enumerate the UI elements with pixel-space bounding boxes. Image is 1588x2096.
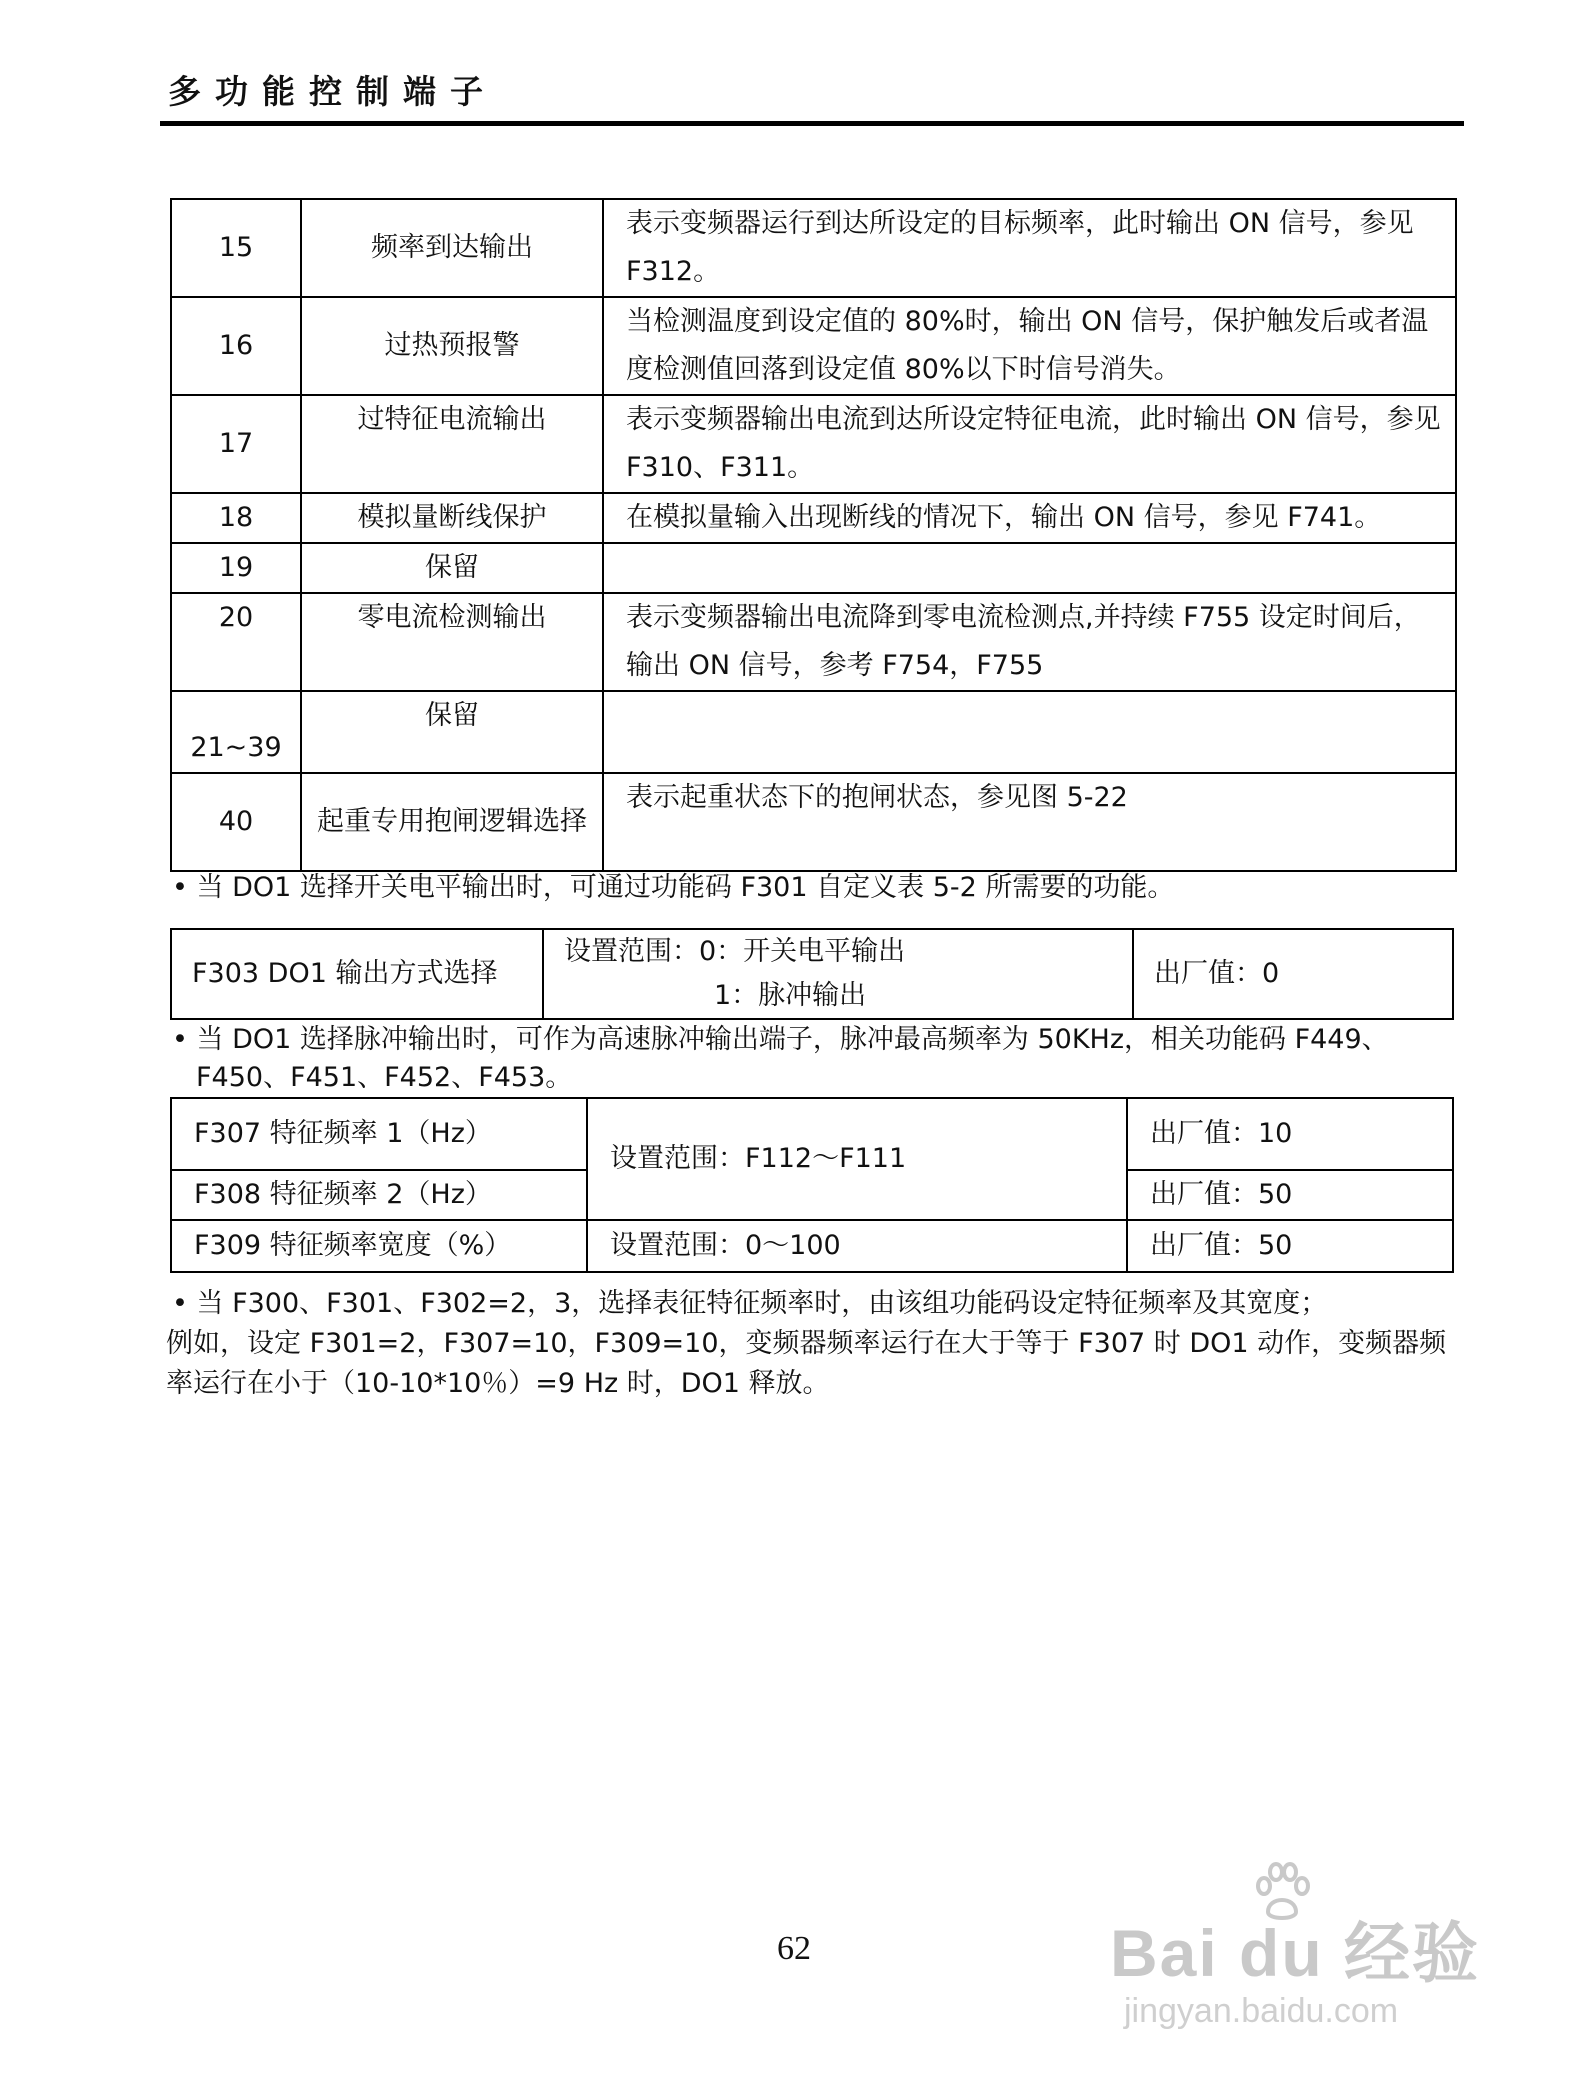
row-name: 频率到达输出 [301,199,603,297]
f303-range-line2: 1：脉冲输出 [714,980,867,1011]
f307-param-table [170,1097,1454,1273]
note-feature-freq-line2: 例如，设定 F301=2，F307=10，F309=10，变频器频率运行在大于等于 F307 时 DO1 动作，变频器频 [166,1328,1447,1359]
f303-range [543,929,1133,1019]
row-code: 40 [171,773,301,871]
table-row [171,395,1456,493]
row-name: 保留 [301,691,603,773]
table-row [171,493,1456,543]
f303-range-line1: 设置范围：0：开关电平输出 [564,936,906,967]
row-name: 起重专用抱闸逻辑选择 [301,773,603,871]
row-code: 15 [171,199,301,297]
f309-range: 设置范围：0～100 [587,1220,1127,1272]
function-table [170,198,1457,872]
f309-label: F309 特征频率宽度（%） [171,1220,587,1272]
table-row [171,1098,1453,1170]
row-desc [603,543,1456,593]
row-name: 过特征电流输出 [301,395,603,493]
row-desc [603,691,1456,773]
f303-param-table [170,928,1454,1020]
row-code: 16 [171,297,301,395]
row-desc: 表示变频器输出电流降到零电流检测点,并持续 F755 设定时间后，输出 ON 信号，参考 F754，F755 [603,593,1456,691]
f303-default: 出厂值：0 [1133,929,1453,1019]
note-do1-pulse-line1: • 当 DO1 选择脉冲输出时，可作为高速脉冲输出端子，脉冲最高频率为 50KHz，相关功能码 F449、 [172,1024,1389,1055]
row-name: 过热预报警 [301,297,603,395]
row-code: 19 [171,543,301,593]
note-do1-level: • 当 DO1 选择开关电平输出时，可通过功能码 F301 自定义表 5-2 所需要的功能。 [172,872,1175,903]
f307-label: F307 特征频率 1（Hz） [171,1098,587,1170]
row-code: 18 [171,493,301,543]
f307-default: 出厂值：10 [1127,1098,1453,1170]
table-row [171,543,1456,593]
f307-f308-range: 设置范围：F112～F111 [587,1098,1127,1220]
note-do1-pulse-line2: F450、F451、F452、F453。 [196,1062,573,1093]
table-row [171,199,1456,297]
page-number: 62 [777,1930,811,1967]
f309-default: 出厂值：50 [1127,1220,1453,1272]
table-row [171,773,1456,871]
f303-label: F303 DO1 输出方式选择 [171,929,543,1019]
row-desc: 当检测温度到设定值的 80%时，输出 ON 信号，保护触发后或者温度检测值回落到设定值 80%以下时信号消失。 [603,297,1456,395]
row-desc: 表示起重状态下的抱闸状态，参见图 5-22 [603,773,1456,871]
row-desc: 表示变频器输出电流到达所设定特征电流，此时输出 ON 信号，参见 F310、F311。 [603,395,1456,493]
table-row [171,297,1456,395]
row-name: 保留 [301,543,603,593]
page-header-title: 多功能控制端子 [168,72,497,111]
row-code: 21~39 [171,691,301,773]
f308-label: F308 特征频率 2（Hz） [171,1170,587,1220]
f308-default: 出厂值：50 [1127,1170,1453,1220]
watermark-url: jingyan.baidu.com [1124,1992,1399,2030]
table-row [171,1220,1453,1272]
row-code: 17 [171,395,301,493]
row-desc: 在模拟量输入出现断线的情况下，输出 ON 信号，参见 F741。 [603,493,1456,543]
note-feature-freq-line1: • 当 F300、F301、F302=2，3，选择表征特征频率时，由该组功能码设定特征频率及其宽度； [172,1288,1328,1319]
table-row [171,593,1456,691]
row-code: 20 [171,593,301,691]
baidu-watermark [1110,1860,1490,2050]
row-desc: 表示变频器运行到达所设定的目标频率，此时输出 ON 信号，参见 F312。 [603,199,1456,297]
watermark-logo: Bai du 经验 [1110,1916,1481,1990]
table-row [171,691,1456,773]
header-rule [160,121,1464,126]
row-name: 零电流检测输出 [301,593,603,691]
row-name: 模拟量断线保护 [301,493,603,543]
table-row [171,929,1453,1019]
note-feature-freq-line3: 率运行在小于（10-10*10％）=9 Hz 时，DO1 释放。 [166,1368,830,1399]
